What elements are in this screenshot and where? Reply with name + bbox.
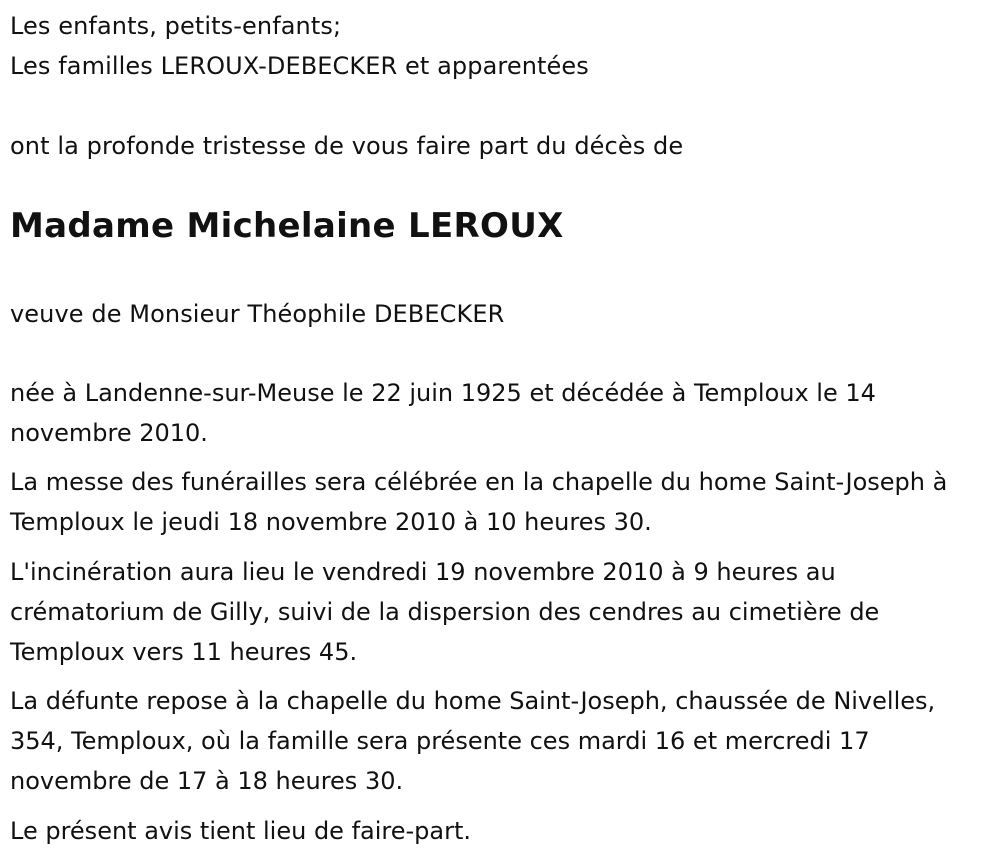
closing-notice: Le présent avis tient lieu de faire-part. bbox=[10, 817, 472, 845]
obituary-notice bbox=[10, 0, 985, 866]
funeral-mass-paragraph: La messe des funérailles sera célébrée en la chapelle du home Saint-Joseph à Temploux le jeudi 18 novembre 2010 à 10 heures 30. bbox=[10, 468, 948, 536]
announcement-intro: ont la profonde tristesse de vous faire part du décès de bbox=[10, 132, 684, 160]
widow-of-line: veuve de Monsieur Théophile DEBECKER bbox=[10, 300, 505, 328]
birth-death-paragraph: née à Landenne-sur-Meuse le 22 juin 1925 et décédée à Temploux le 14 novembre 2010. bbox=[10, 379, 876, 447]
family-line-children: Les enfants, petits-enfants; bbox=[10, 12, 342, 40]
deceased-name: Madame Michelaine LEROUX bbox=[10, 206, 564, 246]
visitation-paragraph: La défunte repose à la chapelle du home Saint-Joseph, chaussée de Nivelles, 354, Temploux, où la famille sera présente ces mardi 16 et mercredi 17 novembre de 17 à 18 heures 30. bbox=[10, 687, 936, 795]
family-line-families: Les familles LEROUX-DEBECKER et apparentées bbox=[10, 52, 589, 80]
cremation-paragraph: L'incinération aura lieu le vendredi 19 novembre 2010 à 9 heures au crématorium de Gilly, suivi de la dispersion des cendres au cimetière de Temploux vers 11 heures 45. bbox=[10, 558, 880, 666]
